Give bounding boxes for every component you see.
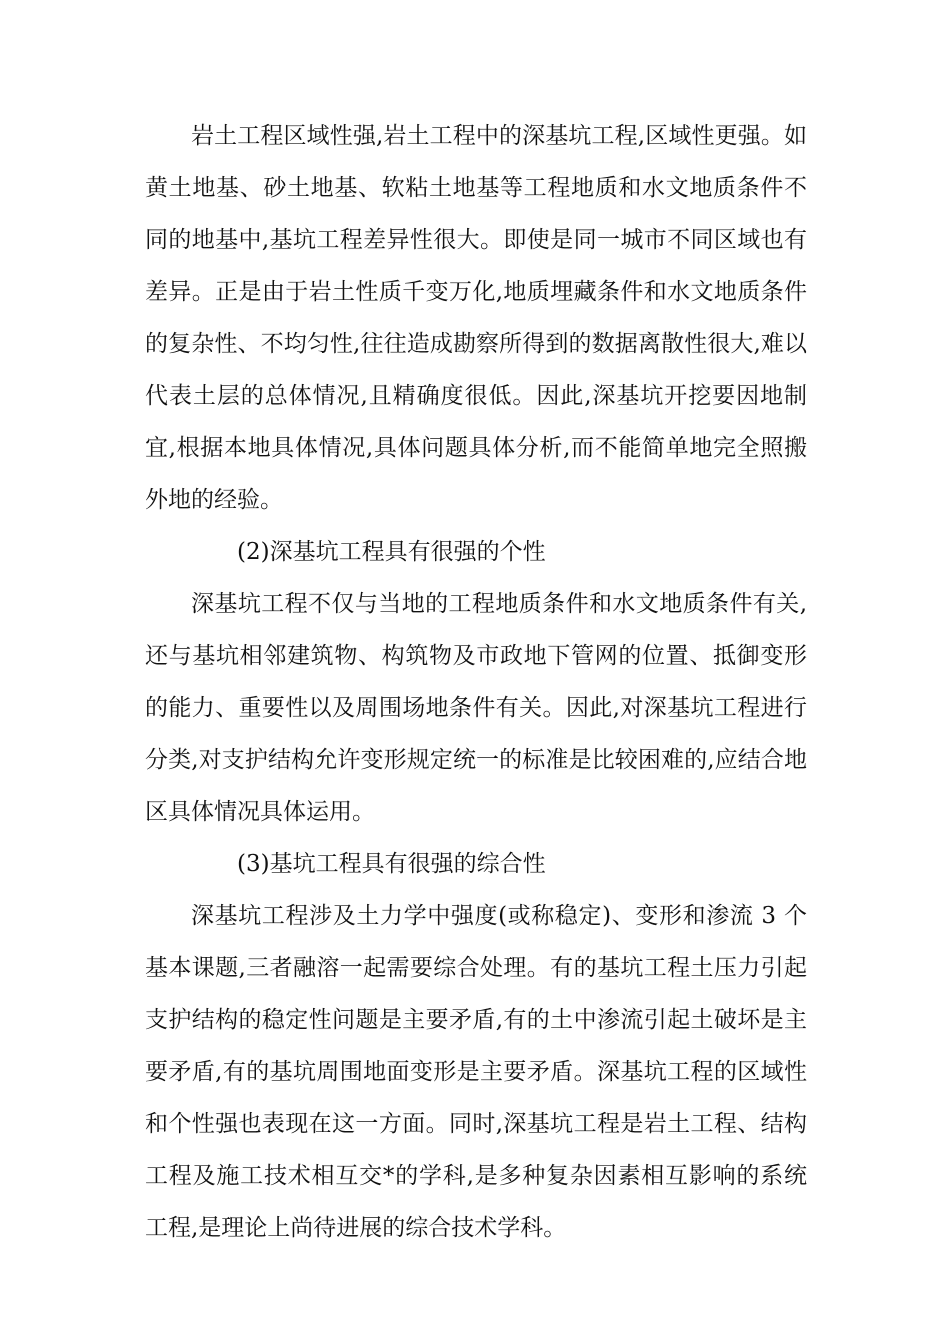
heading-comprehensiveness: (3)基坑工程具有很强的综合性 xyxy=(237,851,546,877)
heading-individuality: (2)深基坑工程具有很强的个性 xyxy=(237,539,546,565)
paragraph-regional-character: 岩土工程区域性强,岩土工程中的深基坑工程,区域性更强。如黄土地基、砂土地基、软粘土地基等工程地质和水文地质条件不同的地基中,基坑工程差异性很大。即使是同一城市不同区域也有差异。正是由于岩土性质千变万化,地质埋藏条件和水文地质条件的复杂性、不均匀性,往往造成勘察所得到的数据离散性很大,难以代表土层的总体情况,且精确度很低。因此,深基坑开挖要因地制宜,根据本地具体情况,具体问题具体分析,而不能简单地完全照搬外地的经验。 xyxy=(145,123,807,513)
document-body xyxy=(145,110,807,1254)
paragraph-individuality: 深基坑工程不仅与当地的工程地质条件和水文地质条件有关,还与基坑相邻建筑物、构筑物及市政地下管网的位置、抵御变形的能力、重要性以及周围场地条件有关。因此,对深基坑工程进行分类,对支护结构允许变形规定统一的标准是比较困难的,应结合地区具体情况具体运用。 xyxy=(145,591,807,825)
paragraph-comprehensiveness: 深基坑工程涉及土力学中强度(或称稳定)、变形和渗流 3 个基本课题,三者融溶一起需要综合处理。有的基坑工程土压力引起支护结构的稳定性问题是主要矛盾,有的土中渗流引起土破坏是主要矛盾,有的基坑周围地面变形是主要矛盾。深基坑工程的区域性和个性强也表现在这一方面。同时,深基坑工程是岩土工程、结构工程及施工技术相互交*的学科,是多种复杂因素相互影响的系统工程,是理论上尚待进展的综合技术学科。 xyxy=(145,903,807,1241)
